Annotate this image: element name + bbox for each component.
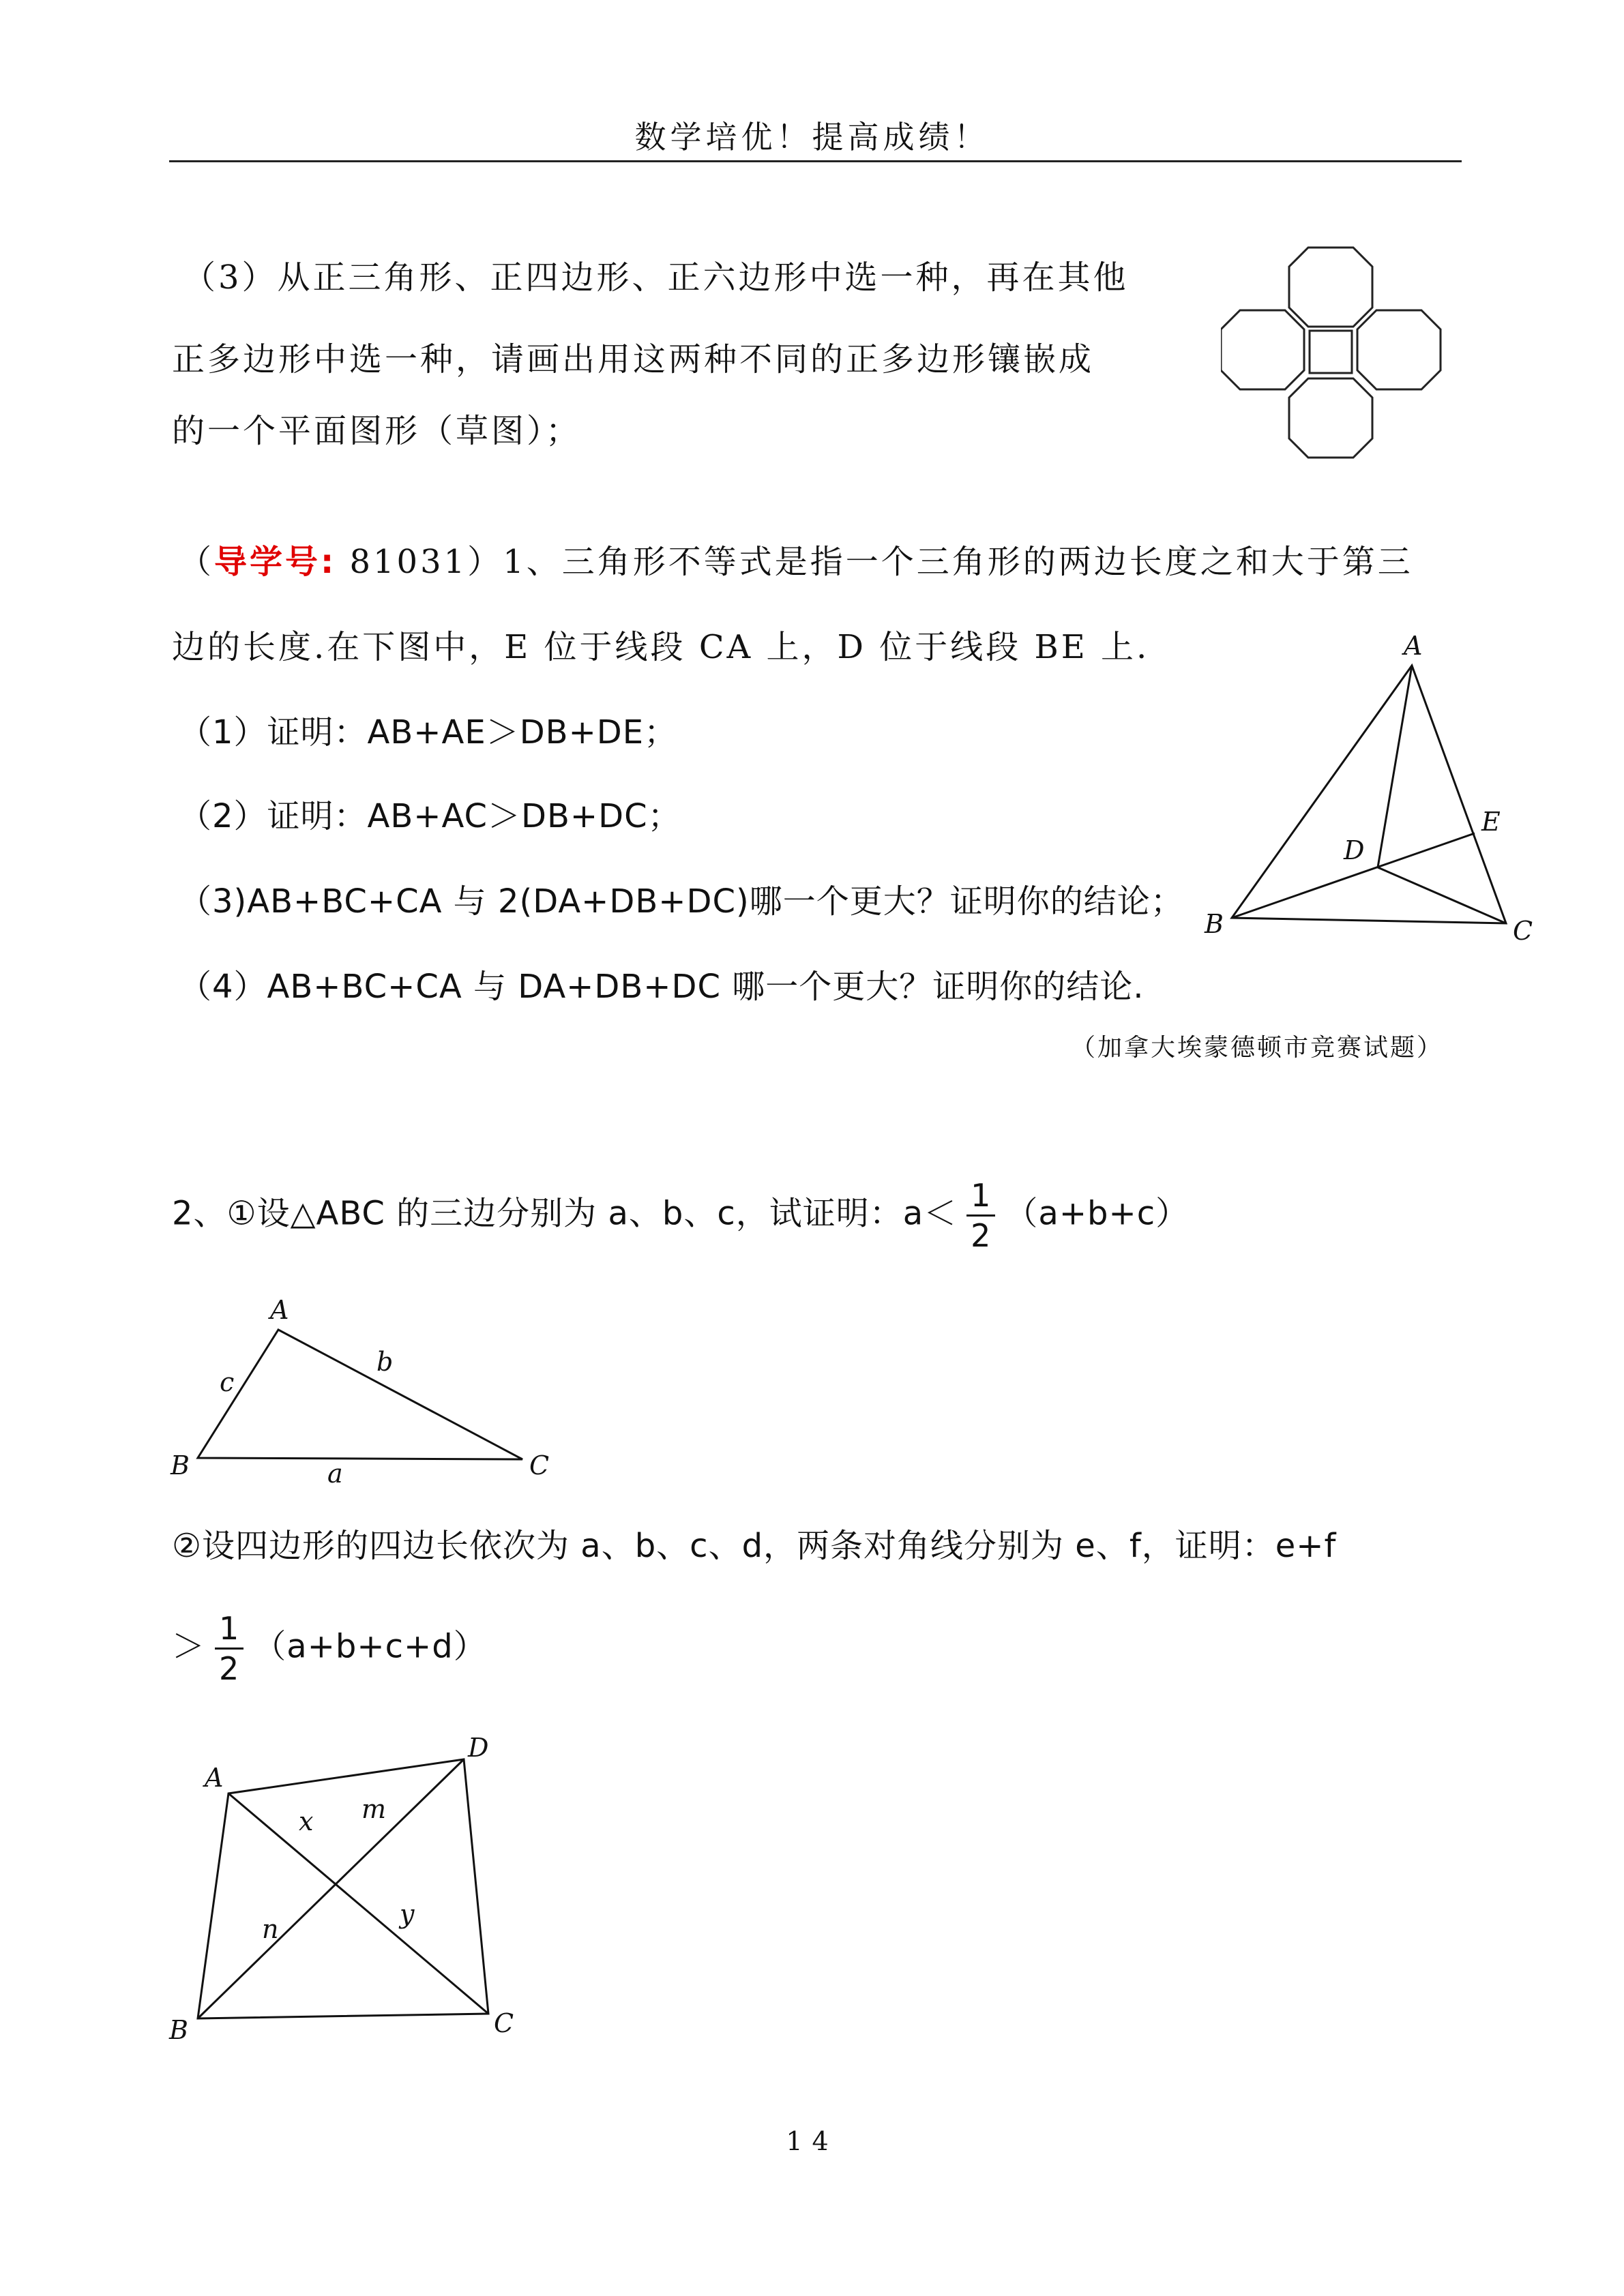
label-c: C: [529, 1450, 550, 1480]
header-rule: [169, 160, 1462, 162]
section3-line1: （3）从正三角形、正四边形、正六边形中选一种，再在其他: [183, 258, 1129, 297]
problem2-part2-line2: [172, 1609, 487, 1688]
quadrilateral-abcd-figure: [164, 1718, 546, 2046]
label-b: B: [169, 2015, 188, 2045]
label-d: D: [1344, 835, 1365, 865]
label-side-b: b: [377, 1347, 394, 1377]
octagon-top: [1289, 248, 1372, 327]
fraction-numerator: 1: [966, 1176, 995, 1217]
segment-dc: [1378, 867, 1506, 923]
page-header-title: 数学培优！提高成绩！: [634, 119, 990, 155]
diagonal-bd: [198, 1759, 464, 2018]
triangle-abc-sides: [198, 1330, 522, 1459]
problem2-part1: [172, 1176, 1189, 1255]
one-half-fraction: [215, 1609, 243, 1688]
label-b: B: [171, 1450, 190, 1480]
problem1-q4: （4）AB+BC+CA 与 DA+DB+DC 哪一个更大？证明你的结论.: [179, 968, 1145, 1006]
diagonal-ac: [228, 1793, 488, 2014]
label-side-a: a: [327, 1459, 343, 1487]
triangle-abc-de-figure: [1200, 627, 1541, 948]
fraction-denominator: 2: [971, 1217, 992, 1254]
one-half-fraction: [966, 1176, 995, 1255]
problem1-tag: 导学号:: [214, 543, 337, 581]
problem1-line2: 边的长度.在下图中，E 位于线段 CA 上，D 位于线段 BE 上.: [172, 628, 1150, 666]
problem2-part2-line1: ②设四边形的四边长依次为 a、b、c、d，两条对角线分别为 e、f，证明：e+f: [172, 1527, 1337, 1565]
label-m: m: [361, 1794, 387, 1824]
label-y: y: [400, 1899, 415, 1929]
label-x: x: [299, 1806, 314, 1836]
triangle-abc-sides-figure: [164, 1289, 573, 1487]
problem1-q3: （3)AB+BC+CA 与 2(DA+DB+DC)哪一个更大？证明你的结论；: [179, 882, 1184, 921]
segment-ad: [1378, 666, 1412, 867]
problem1-line1-text: 1、三角形不等式是指一个三角形的两边长度之和大于第三: [503, 543, 1413, 581]
label-n: n: [262, 1914, 279, 1944]
problem1-q1: （1）证明：AB+AE＞DB+DE；: [179, 713, 678, 751]
problem2-part2-suffix: （a+b+c+d）: [253, 1627, 487, 1666]
problem2-part1-suffix: （a+b+c）: [1005, 1194, 1190, 1233]
problem1-q2: （2）证明：AB+AC＞DB+DC；: [179, 797, 681, 835]
page-number: 14: [786, 2126, 838, 2156]
label-a: A: [1404, 631, 1423, 661]
quadrilateral-abcd: [198, 1759, 488, 2018]
label-b: B: [1205, 909, 1224, 939]
octagon-bottom: [1289, 378, 1372, 458]
problem2-part1-prefix: 2、①设△ABC 的三边分别为 a、b、c，试证明：a＜: [172, 1194, 958, 1233]
octagon-left: [1221, 310, 1304, 389]
octagon-right: [1357, 310, 1441, 389]
problem1-open-paren: （: [179, 543, 215, 581]
problem1-source: （加拿大埃蒙德顿市竞赛试题）: [1071, 1034, 1444, 1062]
label-c: C: [1513, 916, 1533, 946]
label-a: A: [270, 1295, 289, 1325]
label-e: E: [1481, 807, 1501, 837]
octagon-square-tessellation-figure: [1221, 242, 1453, 467]
section3-line3: 的一个平面图形（草图）；: [172, 412, 582, 450]
label-side-c: c: [220, 1367, 235, 1397]
problem1-line1: [179, 535, 1413, 582]
center-square: [1310, 331, 1352, 373]
problem2-part2-prefix: ＞: [172, 1627, 206, 1666]
label-a: A: [205, 1763, 224, 1793]
fraction-numerator: 1: [215, 1609, 243, 1650]
problem1-number: 81031）: [336, 543, 503, 581]
section3-line2: 正多边形中选一种，请画出用这两种不同的正多边形镶嵌成: [172, 340, 1095, 378]
triangle-abc: [1232, 666, 1506, 923]
label-c: C: [494, 2008, 514, 2038]
fraction-denominator: 2: [219, 1650, 240, 1687]
label-d: D: [468, 1733, 489, 1763]
